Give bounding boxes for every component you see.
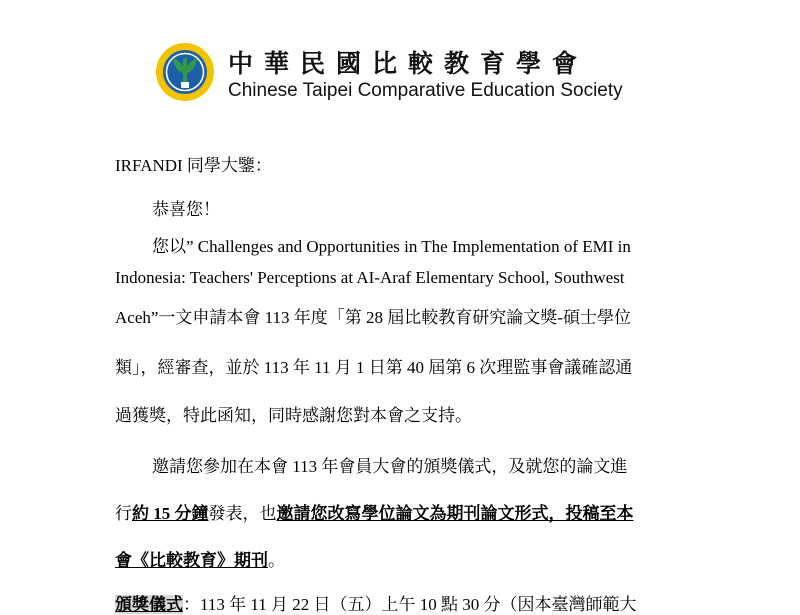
paragraph2-line1: 邀請您參加在本會 113 年會員大會的頒獎儀式，及就您的論文進 — [152, 457, 628, 476]
salutation: IRFANDI 同學大鑒： — [115, 156, 272, 175]
paragraph1-line4: 類」，經審查，並於 113 年 11 月 1 日第 40 屆第 6 次理監事會議確認通 — [115, 358, 633, 377]
paragraph2-line3 — [115, 546, 285, 571]
paragraph1-line2: Indonesia: Teachers' Perceptions at AI-Araf Elementary School, Southwest — [115, 268, 625, 287]
letterhead — [155, 42, 655, 112]
paragraph1-line1: 您以” Challenges and Opportunities in The Implementation of EMI in — [152, 237, 631, 256]
org-name-english: Chinese Taipei Comparative Education Society — [228, 80, 623, 101]
paragraph1-line5: 過獲獎，特此函知，同時感謝您對本會之支持。 — [115, 406, 472, 425]
congratulations: 恭喜您！ — [152, 200, 220, 219]
journal-invitation: 邀請您改寫學位論文為期刊論文形式，投稿至本 — [276, 504, 634, 523]
paragraph2-period: 。 — [268, 551, 285, 570]
ceremony-label: 頒獎儀式 — [115, 595, 183, 614]
journal-name: 會《比較教育》期刊 — [115, 551, 268, 570]
paragraph2-line2 — [115, 499, 634, 524]
ceremony-details: ：113 年 11 月 22 日（五）上午 10 點 30 分（因本臺灣師範大 — [183, 595, 637, 614]
org-name-chinese: 中華民國比較教育學會 — [228, 49, 589, 78]
paragraph3-line1 — [115, 590, 637, 615]
presentation-duration: 約 15 分鐘 — [132, 504, 209, 523]
society-logo-icon — [155, 42, 215, 102]
paragraph1-line3: Aceh”一文申請本會 113 年度「第 28 屆比較教育研究論文獎-碩士學位 — [115, 308, 631, 327]
paragraph2-text: 發表，也 — [208, 504, 277, 523]
paragraph2-text: 行 — [115, 504, 132, 523]
